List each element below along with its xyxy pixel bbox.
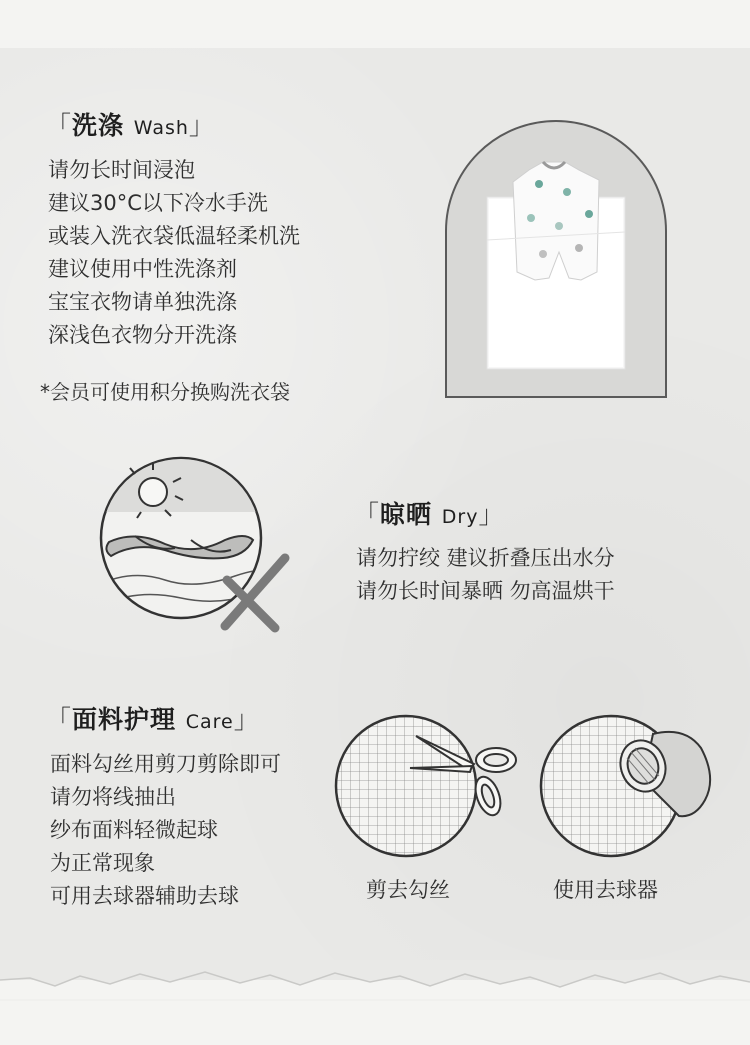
dry-title-cn: 晾晒 xyxy=(380,500,433,529)
dry-title-close: 」 xyxy=(478,500,505,529)
scissors-illustration xyxy=(332,708,522,868)
wash-note: *会员可使用积分换购洗衣袋 xyxy=(40,380,290,404)
care-title-close: 」 xyxy=(233,705,260,734)
wash-line: 或装入洗衣袋低温轻柔机洗 xyxy=(48,224,300,248)
care-line: 纱布面料轻微起球 xyxy=(50,818,218,842)
care-line: 面料勾丝用剪刀剪除即可 xyxy=(50,752,281,776)
wash-title-en: Wash xyxy=(133,117,189,139)
lint-remover-illustration xyxy=(535,708,725,868)
caption-lint-remover: 使用去球器 xyxy=(553,878,658,902)
care-line: 为正常现象 xyxy=(50,851,155,875)
dry-line: 请勿长时间暴晒 勿高温烘干 xyxy=(356,579,615,603)
wash-line: 建议30°C以下冷水手洗 xyxy=(48,191,268,215)
laundry-bag-illustration xyxy=(447,122,667,398)
laundry-bag-photo xyxy=(445,120,667,398)
wash-title-cn: 洗涤 xyxy=(72,111,125,140)
wash-title-open: 「 xyxy=(46,111,73,140)
care-title-cn: 面料护理 xyxy=(72,705,177,734)
care-title-en: Care xyxy=(185,711,234,733)
caption-scissors: 剪去勾丝 xyxy=(366,878,450,902)
care-title xyxy=(46,700,260,736)
dry-title xyxy=(354,495,504,531)
wash-line: 深浅色衣物分开洗涤 xyxy=(48,323,237,347)
dry-instructions xyxy=(356,542,615,608)
care-line: 可用去球器辅助去球 xyxy=(50,884,239,908)
dry-title-en: Dry xyxy=(441,506,479,528)
dry-line: 请勿拧绞 建议折叠压出水分 xyxy=(356,546,615,570)
care-line: 请勿将线抽出 xyxy=(50,785,176,809)
care-instructions xyxy=(50,748,281,913)
dry-title-open: 「 xyxy=(354,500,381,529)
wash-line: 宝宝衣物请单独洗涤 xyxy=(48,290,237,314)
care-title-open: 「 xyxy=(46,705,73,734)
wash-instructions xyxy=(48,154,300,352)
wash-title xyxy=(46,106,215,142)
torn-paper-edge xyxy=(0,960,750,1045)
wash-line: 请勿长时间浸泡 xyxy=(48,158,195,182)
dry-illustration xyxy=(95,452,295,637)
wash-line: 建议使用中性洗涤剂 xyxy=(48,257,237,281)
wash-title-close: 」 xyxy=(188,111,215,140)
